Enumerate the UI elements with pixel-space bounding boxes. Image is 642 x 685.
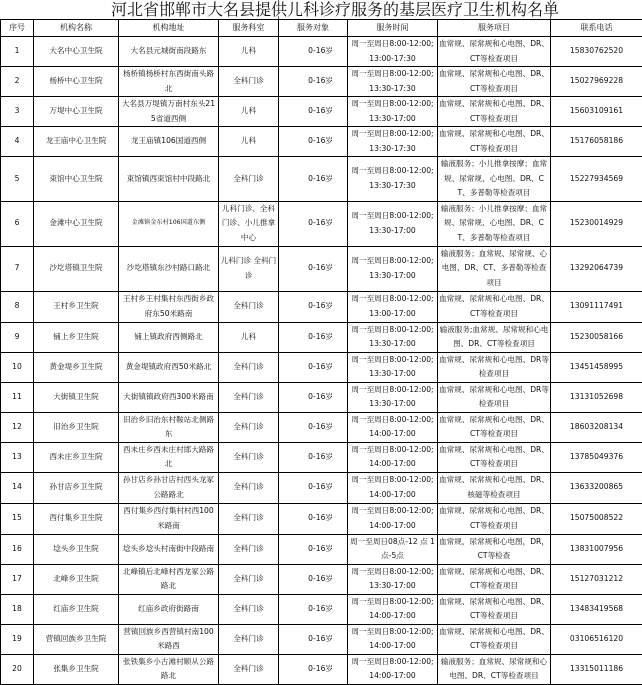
cell-name: 西付集乡卫生院 <box>34 503 119 534</box>
cell-target: 0-16岁 <box>279 322 348 352</box>
cell-phone: 15230014929 <box>551 201 642 246</box>
cell-dept: 全科门诊 <box>219 534 279 564</box>
cell-items: 输液服务；血常规、尿常规、心电图、DR、CT、多普勒等检查项目 <box>438 246 551 291</box>
table-row <box>1 37 642 67</box>
col-header-time: 服务时间 <box>348 20 438 37</box>
table-row <box>1 472 642 503</box>
cell-address: 王村乡王村集村东西街乡政府东50米路南 <box>119 291 219 322</box>
cell-items: 血常规、尿常规和心电图、DR、CT等检查项目 <box>438 127 551 157</box>
page-guide-line <box>550 0 551 19</box>
cell-target: 0-16岁 <box>279 157 348 202</box>
col-header-target: 服务对象 <box>279 20 348 37</box>
cell-target: 0-16岁 <box>279 442 348 472</box>
cell-items: 血常规、尿常规和心电图、DR、CT等检查项目 <box>438 97 551 127</box>
cell-target: 0-16岁 <box>279 382 348 412</box>
cell-items: 血常规、尿常规和心电图、DR、CT等检查项目 <box>438 503 551 534</box>
cell-items: 血常规、尿常规和心电图、DR等检查项目 <box>438 382 551 412</box>
cell-time: 周一至周日8:00-12:00;14:00-17:00 <box>348 412 438 442</box>
cell-target: 0-16岁 <box>279 37 348 67</box>
cell-name: 张集乡卫生院 <box>34 654 119 684</box>
document-title <box>0 0 642 19</box>
table-row <box>1 246 642 291</box>
cell-dept: 儿科门诊 全科门诊 <box>219 246 279 291</box>
cell-dept: 全科门诊 <box>219 564 279 594</box>
cell-time: 周一至周日8:00-12:00;13:30-17:00 <box>348 246 438 291</box>
cell-items: 血常规、尿常规和心电图、DR、核磁等检查项目 <box>438 472 551 503</box>
table-row <box>1 97 642 127</box>
cell-dept: 全科门诊 <box>219 157 279 202</box>
cell-name: 王村乡卫生院 <box>34 291 119 322</box>
cell-address: 束馆镇西束馆村中段路北 <box>119 157 219 202</box>
cell-name: 杨桥中心卫生院 <box>34 67 119 97</box>
cell-address: 北峰镇后北峰村西龙冢公路路北 <box>119 564 219 594</box>
cell-no: 14 <box>1 472 34 503</box>
cell-address: 铺上镇政府西侧路北 <box>119 322 219 352</box>
cell-items: 输液服务；小儿推拿按摩；血常规、尿常规、心电图、DR、CT、多普勒等检查项目 <box>438 201 551 246</box>
cell-dept: 全科门诊 <box>219 442 279 472</box>
cell-items: 血常规、尿常规和心电图、DR、CT等检查项目 <box>438 564 551 594</box>
cell-dept: 儿科 <box>219 127 279 157</box>
cell-phone: 15227934569 <box>551 157 642 202</box>
cell-phone: 15230058166 <box>551 322 642 352</box>
cell-no: 13 <box>1 442 34 472</box>
cell-time: 周一至周日8:00-12:00;13:30-17:00 <box>348 564 438 594</box>
table-row <box>1 67 642 97</box>
col-header-address: 机构地址 <box>119 20 219 37</box>
cell-no: 15 <box>1 503 34 534</box>
cell-time: 周一至周日8:00-12:00;14:00-17:00 <box>348 472 438 503</box>
cell-time: 周一至周日8:00-12:00;13:30-17:00 <box>348 201 438 246</box>
cell-phone: 15830762520 <box>551 37 642 67</box>
cell-dept: 全科门诊 <box>219 472 279 503</box>
cell-name: 金滩中心卫生院 <box>34 201 119 246</box>
title-text: 河北省邯郸市大名县提供儿科诊疗服务的基层医疗卫生机构名单 <box>111 0 559 19</box>
cell-time: 周一至周日8:00-12:00;13:30-17:00 <box>348 382 438 412</box>
cell-name: 大街镇卫生院 <box>34 382 119 412</box>
cell-dept: 全科门诊 <box>219 291 279 322</box>
cell-address: 红庙乡政府街路南 <box>119 594 219 624</box>
cell-phone: 15176058186 <box>551 127 642 157</box>
table-row <box>1 291 642 322</box>
cell-time: 周一至周日8:00-12:00;13:30-17:00 <box>348 97 438 127</box>
cell-no: 12 <box>1 412 34 442</box>
cell-time: 周一至周日8:00-12:00;13:30-17:00 <box>348 352 438 382</box>
col-header-dept: 服务科室 <box>219 20 279 37</box>
cell-name: 红庙乡卫生院 <box>34 594 119 624</box>
cell-address: 西付集乡西付集村村西100米路南 <box>119 503 219 534</box>
cell-dept: 全科门诊 <box>219 624 279 654</box>
cell-no: 10 <box>1 352 34 382</box>
cell-phone: 13131052698 <box>551 382 642 412</box>
cell-time: 周一至周日8:00-12:00;14:00-17:00 <box>348 624 438 654</box>
cell-items: 血常规、尿常规和心电图、DR等检查项目 <box>438 352 551 382</box>
cell-time: 周一至周日8:00-12:00;13:00-17:00 <box>348 291 438 322</box>
cell-no: 20 <box>1 654 34 684</box>
cell-target: 0-16岁 <box>279 564 348 594</box>
cell-no: 8 <box>1 291 34 322</box>
cell-time: 周一至周日8:00-12:00;13:30-17:00 <box>348 322 438 352</box>
cell-time: 周一至周日8:00-12:00;13:30-17:30 <box>348 157 438 202</box>
cell-phone: 15603109161 <box>551 97 642 127</box>
cell-phone: 15027969228 <box>551 67 642 97</box>
cell-time: 周一至周日8:00-12:00;13:00-17:30 <box>348 37 438 67</box>
cell-phone: 13315011186 <box>551 654 642 684</box>
cell-no: 4 <box>1 127 34 157</box>
table-row <box>1 594 642 624</box>
cell-phone: 15127031212 <box>551 564 642 594</box>
cell-no: 16 <box>1 534 34 564</box>
cell-dept: 全科门诊 <box>219 594 279 624</box>
cell-time: 周一至周日8:00-12:00;14:00-17:00 <box>348 654 438 684</box>
cell-no: 6 <box>1 201 34 246</box>
col-header-name: 机构名称 <box>34 20 119 37</box>
cell-name: 龙王庙中心卫生院 <box>34 127 119 157</box>
cell-dept: 全科门诊 <box>219 352 279 382</box>
cell-name: 孙甘店乡卫生院 <box>34 472 119 503</box>
cell-phone: 13091117491 <box>551 291 642 322</box>
table-row <box>1 352 642 382</box>
cell-phone: 13292064739 <box>551 246 642 291</box>
cell-time: 周一至周日8:00-12:00;14:00-17:00 <box>348 503 438 534</box>
cell-target: 0-16岁 <box>279 67 348 97</box>
col-header-phone: 联系电话 <box>551 20 642 37</box>
cell-dept: 全科门诊 <box>219 503 279 534</box>
cell-no: 3 <box>1 97 34 127</box>
cell-address: 大名县万堤镇万南村东头215省道西侧 <box>119 97 219 127</box>
cell-name: 营镇回族乡卫生院 <box>34 624 119 654</box>
cell-items: 输液服务;血常规、尿常规和心电图、DR、CT等检查项目 <box>438 322 551 352</box>
cell-target: 0-16岁 <box>279 503 348 534</box>
cell-name: 大名中心卫生院 <box>34 37 119 67</box>
cell-target: 0-16岁 <box>279 594 348 624</box>
table-row <box>1 534 642 564</box>
cell-time: 周一至周日8:00-12:00;14:00-17:00 <box>348 442 438 472</box>
cell-name: 黄金堤乡卫生院 <box>34 352 119 382</box>
cell-target: 0-16岁 <box>279 624 348 654</box>
cell-name: 埝头乡卫生院 <box>34 534 119 564</box>
cell-address: 孙甘店乡孙甘店村西头龙冢公路路北 <box>119 472 219 503</box>
cell-address: 埝头乡埝头村南街中段路南 <box>119 534 219 564</box>
cell-no: 17 <box>1 564 34 594</box>
cell-address: 杨桥镇杨桥村东西街南头路北 <box>119 67 219 97</box>
cell-address: 龙王庙镇106国道西侧 <box>119 127 219 157</box>
header-row <box>1 20 642 37</box>
cell-target: 0-16岁 <box>279 534 348 564</box>
cell-items: 血常规、尿常规和心电图、DR、CT等检查项目 <box>438 291 551 322</box>
cell-target: 0-16岁 <box>279 352 348 382</box>
cell-target: 0-16岁 <box>279 201 348 246</box>
cell-target: 0-16岁 <box>279 472 348 503</box>
cell-dept: 全科门诊 <box>219 654 279 684</box>
cell-target: 0-16岁 <box>279 97 348 127</box>
cell-items: 血常规、尿常规和心电图、DR、CT等检查项目 <box>438 442 551 472</box>
cell-dept: 儿科 <box>219 322 279 352</box>
cell-name: 西未庄乡卫生院 <box>34 442 119 472</box>
cell-time: 周一至周日8:00-12:00;13:30-17:30 <box>348 67 438 97</box>
cell-target: 0-16岁 <box>279 246 348 291</box>
cell-name: 旧治乡卫生院 <box>34 412 119 442</box>
cell-address: 张铁集乡小古滩村顺从公路路北 <box>119 654 219 684</box>
cell-target: 0-16岁 <box>279 127 348 157</box>
cell-items: 血常规、尿常规和心电图、DR、CT等检查项目 <box>438 594 551 624</box>
cell-items: 输液服务；小儿推拿按摩；血常规、尿常规、心电图、DR、CT、多普勒等检查项目 <box>438 157 551 202</box>
table-row <box>1 442 642 472</box>
cell-time: 周一至周日8:00-12:00;13:30-17:30 <box>348 127 438 157</box>
cell-phone: 13633200865 <box>551 472 642 503</box>
cell-phone: 13785049376 <box>551 442 642 472</box>
cell-phone: 18603208134 <box>551 412 642 442</box>
cell-no: 19 <box>1 624 34 654</box>
cell-time: 周一至周日8:00-12:00;14:00-17:00 <box>348 594 438 624</box>
col-header-items: 服务项目 <box>438 20 551 37</box>
cell-dept: 儿科 <box>219 97 279 127</box>
cell-dept: 儿科门诊、全科门诊、小儿推拿中心 <box>219 201 279 246</box>
col-header-no: 序号 <box>1 20 34 37</box>
table-row <box>1 564 642 594</box>
cell-phone: 13483419568 <box>551 594 642 624</box>
cell-items: 血常规、尿常规和心电图、DR、CT等检查项目 <box>438 37 551 67</box>
cell-no: 1 <box>1 37 34 67</box>
cell-target: 0-16岁 <box>279 654 348 684</box>
cell-address: 营镇回族乡西营镇村南100米路西 <box>119 624 219 654</box>
cell-name: 沙圪塔镇卫生院 <box>34 246 119 291</box>
page-guide-line <box>278 0 279 19</box>
institution-table <box>0 19 642 685</box>
cell-address: 西未庄乡西未庄村邯大路路北 <box>119 442 219 472</box>
cell-dept: 全科门诊 <box>219 382 279 412</box>
table-row <box>1 322 642 352</box>
cell-no: 2 <box>1 67 34 97</box>
cell-dept: 全科门诊 <box>219 412 279 442</box>
cell-no: 18 <box>1 594 34 624</box>
cell-no: 5 <box>1 157 34 202</box>
cell-address: 金滩镇金东村106国道东侧 <box>119 201 219 246</box>
cell-phone: 13831007956 <box>551 534 642 564</box>
table-row <box>1 201 642 246</box>
cell-address: 黄金堤镇政府西50米路北 <box>119 352 219 382</box>
cell-phone: 13451458995 <box>551 352 642 382</box>
cell-no: 7 <box>1 246 34 291</box>
cell-name: 束馆中心卫生院 <box>34 157 119 202</box>
cell-dept: 儿科 <box>219 37 279 67</box>
cell-items: 血常规、尿常规和心电图、DR、CT等检查项目 <box>438 67 551 97</box>
cell-dept: 全科门诊 <box>219 67 279 97</box>
cell-no: 11 <box>1 382 34 412</box>
table-row <box>1 382 642 412</box>
cell-items: 血常规、尿常规和心电图、DR、CT等检查项目 <box>438 624 551 654</box>
cell-name: 铺上乡卫生院 <box>34 322 119 352</box>
cell-target: 0-16岁 <box>279 291 348 322</box>
table-row <box>1 624 642 654</box>
cell-items: 血常规，尿常规和心电图，DR，CT等检查 <box>438 534 551 564</box>
cell-name: 北峰乡卫生院 <box>34 564 119 594</box>
cell-no: 9 <box>1 322 34 352</box>
table-row <box>1 412 642 442</box>
cell-items: 输液服务；血常规、尿常规和心电图、DR、CT等检查项目 <box>438 654 551 684</box>
cell-items: 血常规、尿常规和心电图、DR、CT等检查项目 <box>438 412 551 442</box>
cell-time: 周一至周日08点-12 点 1点-5点 <box>348 534 438 564</box>
table-row <box>1 503 642 534</box>
cell-address: 大街镇镇政府西300米路南 <box>119 382 219 412</box>
cell-target: 0-16岁 <box>279 412 348 442</box>
table-row <box>1 157 642 202</box>
cell-address: 沙圪塔镇东沙村路口路北 <box>119 246 219 291</box>
table-row <box>1 127 642 157</box>
cell-phone: 15075008522 <box>551 503 642 534</box>
cell-phone: 03106516120 <box>551 624 642 654</box>
cell-address: 大名县元城街南段路东 <box>119 37 219 67</box>
cell-address: 旧治乡旧治东村鞍站北侧路东 <box>119 412 219 442</box>
cell-name: 万堤中心卫生院 <box>34 97 119 127</box>
